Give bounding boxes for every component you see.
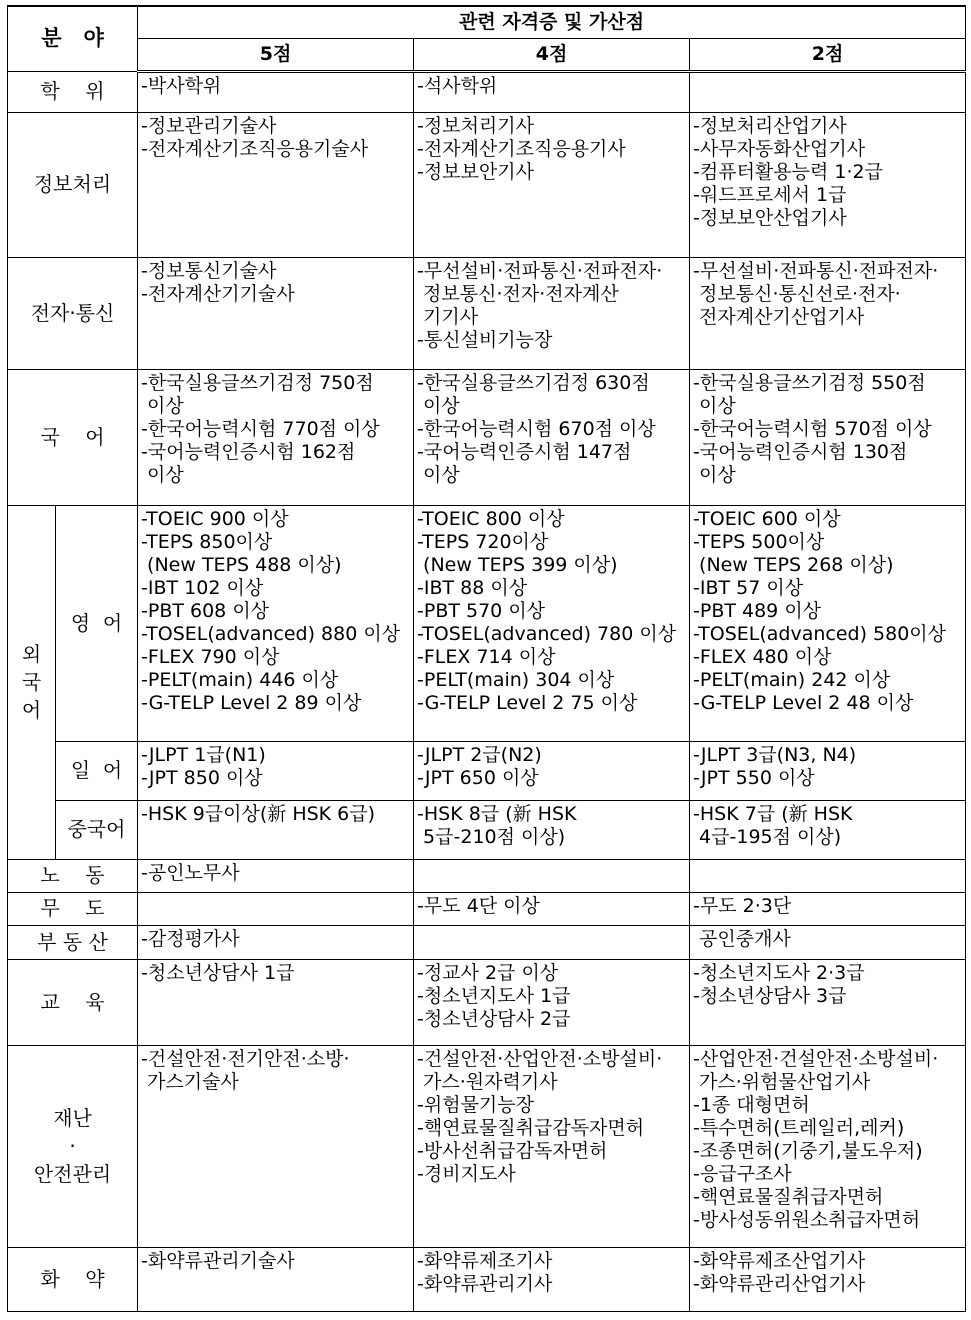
- qualification-line: 가스기술사: [141, 1070, 239, 1093]
- qualification-line: -TOEIC 900 이상: [141, 507, 289, 530]
- qualification-line: -PBT 608 이상: [141, 599, 270, 622]
- qualification-table: [7, 5, 966, 1312]
- qualification-line: -건설안전·전기안전·소방·: [141, 1047, 350, 1070]
- qualification-line: -사무자동화산업기사: [693, 137, 866, 160]
- qualification-line: -청소년지도사 1급: [417, 984, 571, 1007]
- cell-2pt: [690, 959, 966, 1045]
- row-info-processing: [8, 112, 966, 257]
- qualification-line: 공인중개사: [693, 927, 791, 950]
- cell-2pt: [690, 505, 966, 741]
- qualification-line: -PBT 489 이상: [693, 599, 822, 622]
- row-label: 정보처리: [8, 112, 138, 257]
- qualification-line: -PELT(main) 242 이상: [693, 668, 891, 691]
- qualification-line: -감정평가사: [141, 927, 240, 950]
- qualification-line: -한국실용글쓰기검정 550점: [693, 371, 926, 394]
- qualification-line: -JPT 550 이상: [693, 766, 815, 789]
- qualification-line: -정보처리산업기사: [693, 114, 847, 137]
- row-electronics: [8, 257, 966, 369]
- row-label: 재난 · 안전관리: [8, 1045, 138, 1247]
- row-chinese: [8, 800, 966, 859]
- cell-4pt: [414, 71, 690, 112]
- qualification-line: -무도 2·3단: [693, 894, 792, 917]
- row-label: 노 동: [8, 859, 138, 892]
- cell-4pt: [414, 741, 690, 800]
- qualification-line: 이상: [693, 394, 736, 417]
- qualification-line: -방사선취급감독자면허: [417, 1139, 608, 1162]
- row-korean: [8, 369, 966, 505]
- qualification-line: -통신설비기능장: [417, 328, 553, 351]
- cell-5pt: [138, 925, 414, 959]
- qualification-line: -TEPS 720이상: [417, 530, 549, 553]
- qualification-line: -한국어능력시험 670점 이상: [417, 417, 656, 440]
- cell-2pt: [690, 741, 966, 800]
- qualification-line: -한국실용글쓰기검정 750점: [141, 371, 374, 394]
- qualification-line: -PELT(main) 446 이상: [141, 668, 339, 691]
- cell-5pt: [138, 112, 414, 257]
- qualification-line: -1종 대형면허: [693, 1093, 810, 1116]
- qualification-line: -FLEX 714 이상: [417, 645, 556, 668]
- qualification-line: -정보통신기술사: [141, 259, 277, 282]
- qualification-line: -정교사 2급 이상: [417, 961, 559, 984]
- qualification-line: -정보관리기술사: [141, 114, 277, 137]
- header-group: 관련 자격증 및 가산점: [138, 6, 966, 38]
- qualification-line: -FLEX 790 이상: [141, 645, 280, 668]
- qualification-line: -컴퓨터활용능력 1·2급: [693, 160, 883, 183]
- qualification-line: -JLPT 1급(N1): [141, 743, 266, 766]
- qualification-line: -TOEIC 800 이상: [417, 507, 565, 530]
- qualification-line: -경비지도사: [417, 1162, 516, 1185]
- qualification-line: -IBT 57 이상: [693, 576, 804, 599]
- qualification-line: -정보처리기사: [417, 114, 534, 137]
- row-education: [8, 959, 966, 1045]
- qualification-line: -TOSEL(advanced) 780 이상: [417, 622, 677, 645]
- header-2pt: 2점: [690, 38, 966, 71]
- cell-4pt: [414, 257, 690, 369]
- qualification-line: 기기사: [417, 305, 479, 328]
- qualification-line: -FLEX 480 이상: [693, 645, 832, 668]
- qualification-line: -워드프로세서 1급: [693, 183, 847, 206]
- row-label: 학 위: [8, 71, 138, 112]
- cell-5pt: [138, 800, 414, 859]
- qualification-line: -G-TELP Level 2 89 이상: [141, 691, 362, 714]
- qualification-line: -정보보안기사: [417, 160, 534, 183]
- qualification-line: 4급-195점 이상): [693, 825, 842, 848]
- row-label: 화 약: [8, 1247, 138, 1311]
- qualification-line: -IBT 88 이상: [417, 576, 528, 599]
- cell-4pt: [414, 925, 690, 959]
- cell-4pt: [414, 112, 690, 257]
- header-4pt: 4점: [414, 38, 690, 71]
- qualification-line: -TOSEL(advanced) 880 이상: [141, 622, 401, 645]
- qualification-line: 이상: [141, 463, 184, 486]
- row-label: 국 어: [8, 369, 138, 505]
- cell-2pt: [690, 800, 966, 859]
- row-label: 부 동 산: [8, 925, 138, 959]
- cell-4pt: [414, 859, 690, 892]
- row-label: 전자·통신: [8, 257, 138, 369]
- cell-4pt: [414, 369, 690, 505]
- qualification-line: -국어능력인증시험 130점: [693, 440, 908, 463]
- qualification-line: -위험물기능장: [417, 1093, 534, 1116]
- qualification-line: -JLPT 3급(N3, N4): [693, 743, 857, 766]
- qualification-line: -전자계산기기술사: [141, 282, 295, 305]
- qualification-line: -PELT(main) 304 이상: [417, 668, 615, 691]
- qualification-line: -청소년상담사 2급: [417, 1007, 571, 1030]
- qualification-line: 가스·원자력기사: [417, 1070, 558, 1093]
- cell-5pt: [138, 1045, 414, 1247]
- cell-5pt: [138, 859, 414, 892]
- qualification-line: -TOSEL(advanced) 580이상: [693, 622, 947, 645]
- qualification-line: -청소년상담사 1급: [141, 961, 295, 984]
- qualification-line: -산업안전·건설안전·소방설비·: [693, 1047, 939, 1070]
- qualification-line: 이상: [141, 394, 184, 417]
- qualification-line: -화약류제조기사: [417, 1249, 553, 1272]
- cell-4pt: [414, 1045, 690, 1247]
- qualification-line: 이상: [417, 394, 460, 417]
- cell-4pt: [414, 959, 690, 1045]
- qualification-line: -HSK 8급 (新 HSK: [417, 802, 577, 825]
- cell-4pt: [414, 800, 690, 859]
- qualification-line: -한국어능력시험 570점 이상: [693, 417, 932, 440]
- qualification-line: -TEPS 850이상: [141, 530, 273, 553]
- qualification-line: -정보보안산업기사: [693, 206, 847, 229]
- cell-2pt: [690, 925, 966, 959]
- qualification-line: -공인노무사: [141, 861, 240, 884]
- qualification-line: -한국실용글쓰기검정 630점: [417, 371, 650, 394]
- qualification-line: (New TEPS 268 이상): [693, 553, 894, 576]
- qualification-line: -JPT 850 이상: [141, 766, 263, 789]
- qualification-line: 정보통신·통신선로·전자·: [693, 282, 901, 305]
- qualification-line: -청소년상담사 3급: [693, 984, 847, 1007]
- qualification-line: -국어능력인증시험 162점: [141, 440, 356, 463]
- cell-5pt: [138, 369, 414, 505]
- qualification-line: -핵연료물질취급자면허: [693, 1185, 884, 1208]
- qualification-line: -석사학위: [417, 74, 498, 97]
- qualification-line: -PBT 570 이상: [417, 599, 546, 622]
- row-japanese: [8, 741, 966, 800]
- qualification-line: 5급-210점 이상): [417, 825, 566, 848]
- qualification-line: -화약류제조산업기사: [693, 1249, 866, 1272]
- sub-label: 중국어: [56, 800, 138, 859]
- row-english: [8, 505, 966, 741]
- sub-label: 일 어: [56, 741, 138, 800]
- qualification-line: -HSK 7급 (新 HSK: [693, 802, 853, 825]
- qualification-line: -화약류관리산업기사: [693, 1272, 866, 1295]
- row-degree: [8, 71, 966, 112]
- cell-5pt: [138, 1247, 414, 1311]
- row-label: 무 도: [8, 892, 138, 925]
- qualification-line: -조종면허(기중기,불도우저): [693, 1139, 923, 1162]
- cell-2pt: [690, 859, 966, 892]
- qualification-line: -전자계산기조직응용기사: [417, 137, 626, 160]
- qualification-line: -방사성동위원소취급자면허: [693, 1208, 921, 1231]
- cell-5pt: [138, 257, 414, 369]
- qualification-line: 전자계산기산업기사: [693, 305, 865, 328]
- qualification-line: (New TEPS 488 이상): [141, 553, 342, 576]
- row-label: 교 육: [8, 959, 138, 1045]
- qualification-line: -화약류관리기술사: [141, 1249, 295, 1272]
- cell-5pt: [138, 892, 414, 925]
- qualification-line: -G-TELP Level 2 48 이상: [693, 691, 914, 714]
- qualification-line: -HSK 9급이상(新 HSK 6급): [141, 802, 376, 825]
- qualification-line: (New TEPS 399 이상): [417, 553, 618, 576]
- qualification-line: -특수면허(트레일러,레커): [693, 1116, 905, 1139]
- header-field: 분 야: [8, 6, 138, 71]
- cell-5pt: [138, 741, 414, 800]
- row-safety: [8, 1045, 966, 1247]
- cell-4pt: [414, 892, 690, 925]
- qualification-line: 이상: [693, 463, 736, 486]
- qualification-line: -무도 4단 이상: [417, 894, 540, 917]
- qualification-line: -건설안전·산업안전·소방설비·: [417, 1047, 663, 1070]
- cell-2pt: [690, 257, 966, 369]
- sub-label: 영 어: [56, 505, 138, 741]
- cell-4pt: [414, 1247, 690, 1311]
- qualification-line: -JPT 650 이상: [417, 766, 539, 789]
- cell-2pt: [690, 892, 966, 925]
- qualification-line: -한국어능력시험 770점 이상: [141, 417, 380, 440]
- qualification-line: -IBT 102 이상: [141, 576, 264, 599]
- cell-5pt: [138, 959, 414, 1045]
- qualification-line: 이상: [417, 463, 460, 486]
- row-explosives: [8, 1247, 966, 1311]
- cell-2pt: [690, 1045, 966, 1247]
- cell-5pt: [138, 505, 414, 741]
- row-real-estate: [8, 925, 966, 959]
- qualification-line: -청소년지도사 2·3급: [693, 961, 865, 984]
- qualification-line: -TEPS 500이상: [693, 530, 825, 553]
- cell-2pt: [690, 1247, 966, 1311]
- qualification-line: -화약류관리기사: [417, 1272, 553, 1295]
- qualification-line: -무선설비·전파통신·전파전자·: [417, 259, 663, 282]
- qualification-line: -국어능력인증시험 147점: [417, 440, 632, 463]
- cell-4pt: [414, 505, 690, 741]
- cell-2pt: [690, 71, 966, 112]
- qualification-line: -G-TELP Level 2 75 이상: [417, 691, 638, 714]
- row-martial-arts: [8, 892, 966, 925]
- cell-2pt: [690, 369, 966, 505]
- qualification-line: 가스·위험물산업기사: [693, 1070, 871, 1093]
- qualification-line: -무선설비·전파통신·전파전자·: [693, 259, 939, 282]
- qualification-line: -응급구조사: [693, 1162, 792, 1185]
- foreign-label: 외 국 어: [8, 505, 56, 859]
- header-5pt: 5점: [138, 38, 414, 71]
- qualification-line: -TOEIC 600 이상: [693, 507, 841, 530]
- row-labor: [8, 859, 966, 892]
- cell-5pt: [138, 71, 414, 112]
- qualification-line: -박사학위: [141, 74, 222, 97]
- qualification-line: -JLPT 2급(N2): [417, 743, 542, 766]
- cell-2pt: [690, 112, 966, 257]
- qualification-line: 정보통신·전자·전자계산: [417, 282, 619, 305]
- qualification-line: -핵연료물질취급감독자면허: [417, 1116, 645, 1139]
- qualification-line: -전자계산기조직응용기술사: [141, 137, 369, 160]
